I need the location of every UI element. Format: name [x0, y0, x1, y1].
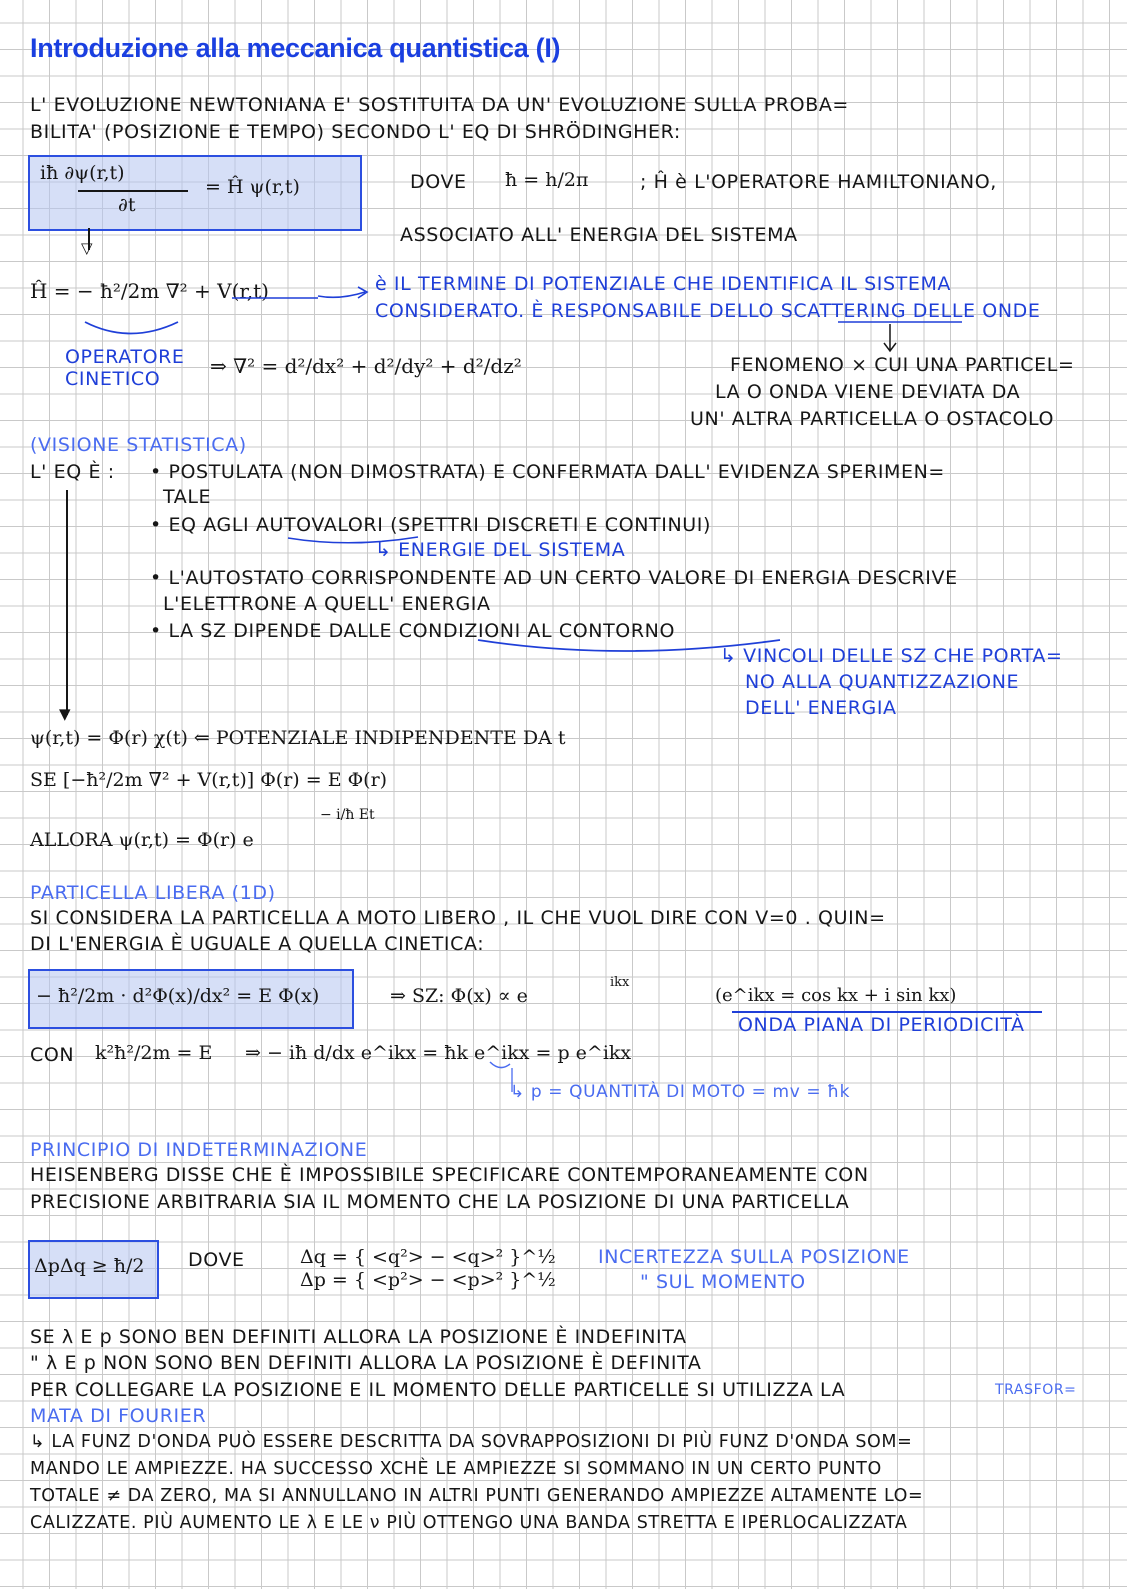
laplacian-expression: ⇒ ∇² = d²/dx² + d²/dy² + d²/dz² [210, 354, 522, 378]
scattering-definition-3: UN' ALTRA PARTICELLA O OSTACOLO [690, 408, 1055, 430]
free-particle-line-2: DI L'ENERGIA È UGUALE A QUELLA CINETICA: [30, 933, 485, 955]
free-particle-energy: k²ħ²/2m = E [95, 1042, 213, 1064]
separation-exponent: − i/ħ Et [320, 807, 375, 823]
closing-line-7: TOTALE ≠ DA ZERO, MA SI ANNULLANO IN ALTRI PUNTI GENERANDO AMPIEZZE ALTAMENTE LO= [30, 1486, 924, 1506]
free-particle-solution-exponent: ikx [610, 975, 630, 990]
schrodinger-lhs-numerator: iħ ∂ψ(r,t) [40, 162, 125, 184]
schrodinger-rhs: = Ĥ ψ(r,t) [205, 176, 300, 198]
closing-line-3: PER COLLEGARE LA POSIZIONE E IL MOMENTO DELLE PARTICELLE SI UTILIZZA LA [30, 1379, 846, 1401]
bullet-eigenstate: • L'AUTOSTATO CORRISPONDENTE AD UN CERTO VALORE DI ENERGIA DESCRIVE [150, 567, 958, 589]
intro-line-2: BILITA' (POSIZIONE E TEMPO) SECONDO L' EQ DI SHRÖDINGHER: [30, 121, 681, 143]
closing-line-5: ↳ LA FUNZ D'ONDA PUÒ ESSERE DESCRITTA DA SOVRAPPOSIZIONI DI PIÙ FUNZ D'ONDA SOM= [30, 1432, 913, 1452]
hbar-definition: ħ = h/2π [505, 169, 589, 191]
uncertainty-heading: PRINCIPIO DI INDETERMINAZIONE [30, 1139, 368, 1161]
fourier-transform-label-cont: MATA DI FOURIER [30, 1405, 207, 1427]
statistical-view-heading: (VISIONE STATISTICA) [30, 434, 247, 456]
schrodinger-lhs-denominator: ∂t [118, 194, 136, 216]
position-uncertainty-note: INCERTEZZA SULLA POSIZIONE [598, 1246, 910, 1268]
fourier-transform-label: TRASFOR= [995, 1382, 1077, 1398]
energy-association: ASSOCIATO ALL' ENERGIA DEL SISTEMA [400, 224, 798, 246]
hamiltonian-description: ; Ĥ è L'OPERATORE HAMILTONIANO, [640, 171, 997, 193]
bullet-eigenstate-cont: L'ELETTRONE A QUELL' ENERGIA [163, 593, 491, 615]
closing-line-8: CALIZZATE. PIÙ AUMENTO LE λ E LE ν PIÙ OTTENGO UNA BANDA STRETTA E IPERLOCALIZZATA [30, 1513, 908, 1533]
closing-line-6: MANDO LE AMPIEZZE. HA SUCCESSO XCHÈ LE AMPIEZZE SI SOMMANO IN UN CERTO PUNTO [30, 1459, 882, 1479]
delta-p-definition: Δp = { <p²> − <p>² }^½ [300, 1269, 556, 1291]
uncertainty-line-1: HEISENBERG DISSE CHE È IMPOSSIBILE SPECIFICARE CONTEMPORANEAMENTE CON [30, 1164, 869, 1186]
scattering-definition-1: FENOMENO × CUI UNA PARTICEL= [730, 354, 1075, 376]
potential-note-line-2: CONSIDERATO. È RESPONSABILE DELLO SCATTERING DELLE ONDE [375, 300, 1041, 322]
separation-arrow-icon: ▼ [59, 705, 71, 723]
boundary-note-1: ↳ VINCOLI DELLE SZ CHE PORTA= [720, 645, 1063, 667]
bullet-postulated: • POSTULATA (NON DIMOSTRATA) E CONFERMATA DALL' EVIDENZA SPERIMEN= [150, 461, 945, 483]
separation-line-3: ALLORA ψ(r,t) = Φ(r) e [30, 829, 254, 851]
potential-note-line-1: è IL TERMINE DI POTENZIALE CHE IDENTIFICA IL SISTEMA [375, 273, 952, 295]
free-particle-equation: − ħ²/2m · d²Φ(x)/dx² = E Φ(x) [36, 985, 320, 1007]
page-title: Introduzione alla meccanica quantistica (I) [30, 33, 561, 63]
uncertainty-line-2: PRECISIONE ARBITRARIA SIA IL MOMENTO CHE LA POSIZIONE DI UNA PARTICELLA [30, 1191, 850, 1213]
free-particle-line-1: SI CONSIDERA LA PARTICELLA A MOTO LIBERO , IL CHE VUOL DIRE CON V=0 . QUIN= [30, 907, 886, 929]
kinetic-operator-label-2: CINETICO [65, 368, 161, 390]
dove-label: DOVE [410, 171, 467, 193]
momentum-uncertainty-note: " SUL MOMENTO [640, 1271, 806, 1293]
statistical-lead: L' EQ È : [30, 461, 115, 483]
uncertainty-inequality: ΔpΔq ≥ ħ/2 [34, 1255, 145, 1277]
kinetic-brace-icon [85, 322, 178, 334]
boundary-note-2: NO ALLA QUANTIZZAZIONE [745, 671, 1020, 693]
closing-line-1: SE λ E p SONO BEN DEFINITI ALLORA LA POSIZIONE È INDEFINITA [30, 1326, 687, 1348]
eigenvalues-note: ↳ ENERGIE DEL SISTEMA [375, 539, 626, 561]
free-particle-heading: PARTICELLA LIBERA (1D) [30, 882, 276, 904]
delta-q-definition: Δq = { <q²> − <q>² }^½ [300, 1246, 556, 1268]
momentum-note: ↳ p = QUANTITÀ DI MOTO = mv = ħk [510, 1082, 851, 1102]
kinetic-operator-label-1: OPERATORE [65, 346, 185, 368]
free-particle-solution: ⇒ SZ: Φ(x) ∝ e [390, 985, 528, 1007]
potential-arrow-icon [318, 292, 365, 297]
plane-wave-note: ONDA PIANA DI PERIODICITÀ [738, 1014, 1025, 1036]
closing-line-2: " λ E p NON SONO BEN DEFINITI ALLORA LA POSIZIONE È DEFINITA [30, 1352, 702, 1374]
separation-line-1: ψ(r,t) = Φ(r) χ(t) ⇐ POTENZIALE INDIPENDENTE DA t [30, 727, 566, 749]
scattering-definition-2: LA O ONDA VIENE DEVIATA DA [715, 381, 1021, 403]
bullet-eigenvalues: • EQ AGLI AUTOVALORI (SPETTRI DISCRETI E CONTINUI) [150, 514, 711, 536]
bullet-boundary-conditions: • LA SZ DIPENDE DALLE CONDIZIONI AL CONTORNO [150, 620, 676, 642]
con-label: CON [30, 1044, 75, 1066]
intro-line-1: L' EVOLUZIONE NEWTONIANA E' SOSTITUITA DA UN' EVOLUZIONE SULLA PROBA= [30, 94, 849, 116]
euler-formula: (e^ikx = cos kx + i sin kx) [715, 985, 957, 1006]
bullet-postulated-cont: TALE [163, 486, 212, 508]
separation-line-2: SE [−ħ²/2m ∇² + V(r,t)] Φ(r) = E Φ(r) [30, 769, 388, 791]
momentum-operator: ⇒ − iħ d/dx e^ikx = ħk e^ikx = p e^ikx [245, 1042, 632, 1064]
down-arrow-icon: ▽ [81, 239, 93, 257]
boundary-note-3: DELL' ENERGIA [745, 697, 897, 719]
uncertainty-dove: DOVE [188, 1249, 245, 1271]
hamiltonian-expression: Ĥ = − ħ²/2m ∇² + V(r,t) [30, 279, 269, 303]
